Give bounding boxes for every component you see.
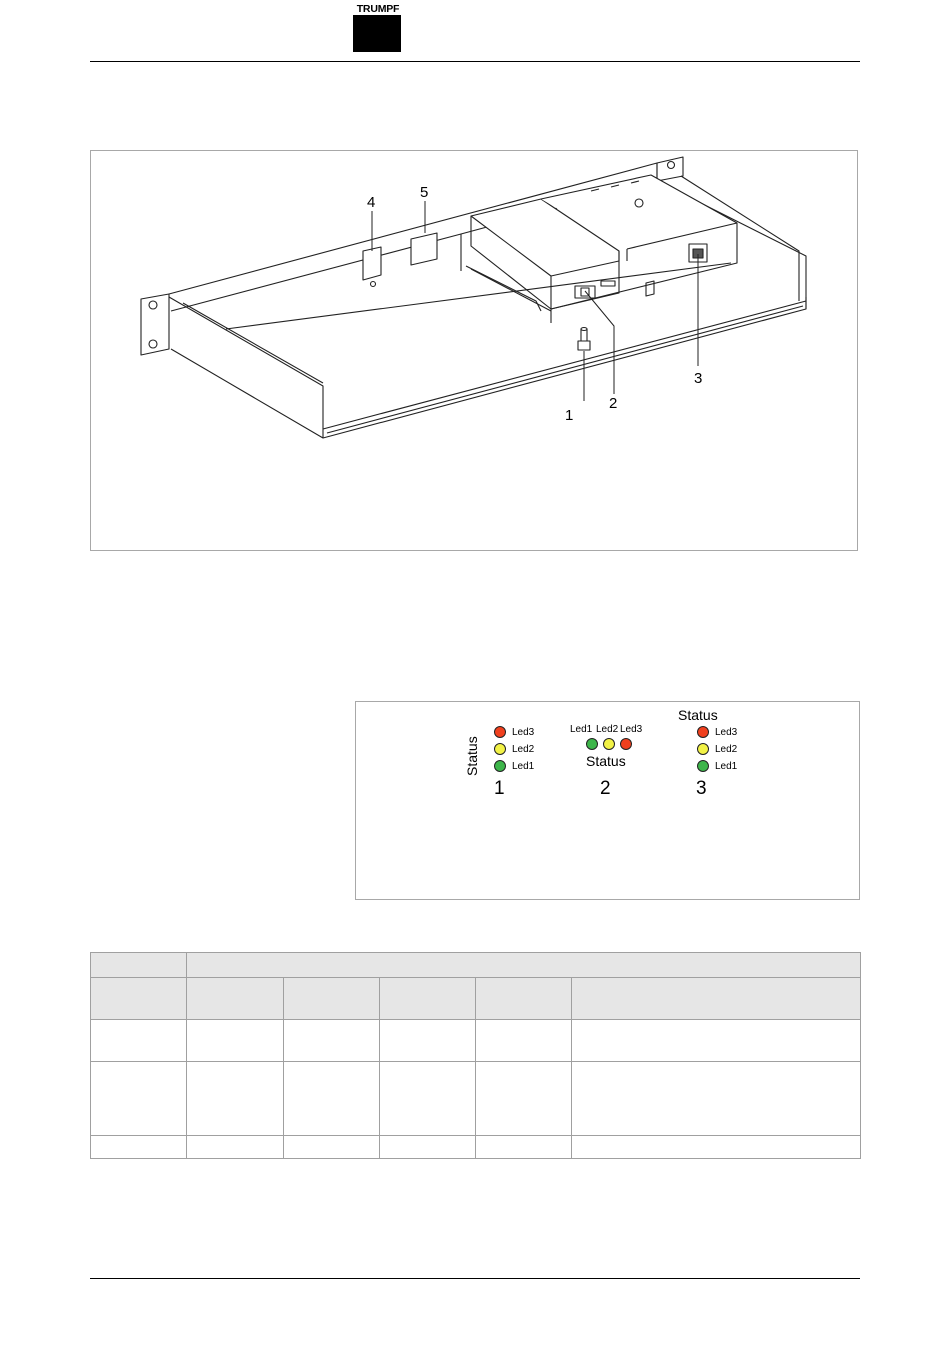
group2-led2 bbox=[603, 738, 615, 750]
table-header-row-1 bbox=[91, 953, 861, 978]
table-cell bbox=[187, 978, 284, 1020]
callout-1: 1 bbox=[565, 407, 574, 424]
table-header-row-2 bbox=[91, 978, 861, 1020]
table-cell bbox=[91, 1062, 187, 1136]
table-cell bbox=[476, 1020, 572, 1062]
group1-led3 bbox=[494, 726, 506, 738]
table-cell bbox=[91, 978, 187, 1020]
table-cell bbox=[380, 1136, 476, 1159]
group3-status-label: Status bbox=[678, 707, 718, 723]
rack-tray-figure bbox=[90, 150, 858, 551]
group3-led2 bbox=[697, 743, 709, 755]
table-cell bbox=[476, 1136, 572, 1159]
table-cell bbox=[284, 1062, 380, 1136]
footer-rule bbox=[90, 1278, 860, 1279]
group2-status-label: Status bbox=[586, 753, 626, 769]
group2-led3 bbox=[620, 738, 632, 750]
table-cell bbox=[91, 1020, 187, 1062]
group3-led3 bbox=[697, 726, 709, 738]
table-cell bbox=[572, 1136, 861, 1159]
group1-status-label: Status bbox=[464, 736, 480, 776]
table-cell bbox=[187, 1020, 284, 1062]
group1-number: 1 bbox=[494, 778, 505, 799]
group3-led1-label: Led1 bbox=[715, 761, 738, 772]
table-cell bbox=[572, 978, 861, 1020]
group3-led3-label: Led3 bbox=[715, 727, 738, 738]
table-cell bbox=[572, 1020, 861, 1062]
table-cell bbox=[284, 978, 380, 1020]
table-cell bbox=[380, 978, 476, 1020]
table-cell bbox=[91, 1136, 187, 1159]
header-rule bbox=[90, 61, 860, 62]
table-cell bbox=[284, 1020, 380, 1062]
callout-3: 3 bbox=[694, 370, 703, 387]
group2-number: 2 bbox=[600, 778, 611, 799]
group3-number: 3 bbox=[696, 778, 707, 799]
table-cell bbox=[187, 1062, 284, 1136]
table-cell bbox=[187, 1136, 284, 1159]
callout-4: 4 bbox=[367, 194, 376, 211]
callout-2: 2 bbox=[609, 395, 618, 412]
table-cell bbox=[572, 1062, 861, 1136]
group3-led1 bbox=[697, 760, 709, 772]
group2-led1-label: Led1 bbox=[570, 724, 593, 735]
group2-led2-label: Led2 bbox=[596, 724, 619, 735]
table-row bbox=[91, 1020, 861, 1062]
table-cell bbox=[380, 1020, 476, 1062]
status-led-figure bbox=[355, 701, 860, 900]
group2-led3-label: Led3 bbox=[620, 724, 643, 735]
brand-logo-block bbox=[353, 15, 401, 52]
group1-led3-label: Led3 bbox=[512, 727, 535, 738]
group1-led2 bbox=[494, 743, 506, 755]
group2-led1 bbox=[586, 738, 598, 750]
group3-led2-label: Led2 bbox=[715, 744, 738, 755]
table-cell bbox=[187, 953, 861, 978]
table-row bbox=[91, 1136, 861, 1159]
status-table bbox=[90, 952, 861, 1159]
callout-5: 5 bbox=[420, 184, 429, 201]
brand-logo-text: TRUMPF bbox=[356, 3, 400, 15]
table-row bbox=[91, 1062, 861, 1136]
rack-tray-drawing bbox=[91, 151, 859, 552]
table-cell bbox=[284, 1136, 380, 1159]
table-cell bbox=[476, 978, 572, 1020]
table-cell bbox=[91, 953, 187, 978]
group1-led1-label: Led1 bbox=[512, 761, 535, 772]
group1-led2-label: Led2 bbox=[512, 744, 535, 755]
table-cell bbox=[476, 1062, 572, 1136]
group1-led1 bbox=[494, 760, 506, 772]
table-cell bbox=[380, 1062, 476, 1136]
